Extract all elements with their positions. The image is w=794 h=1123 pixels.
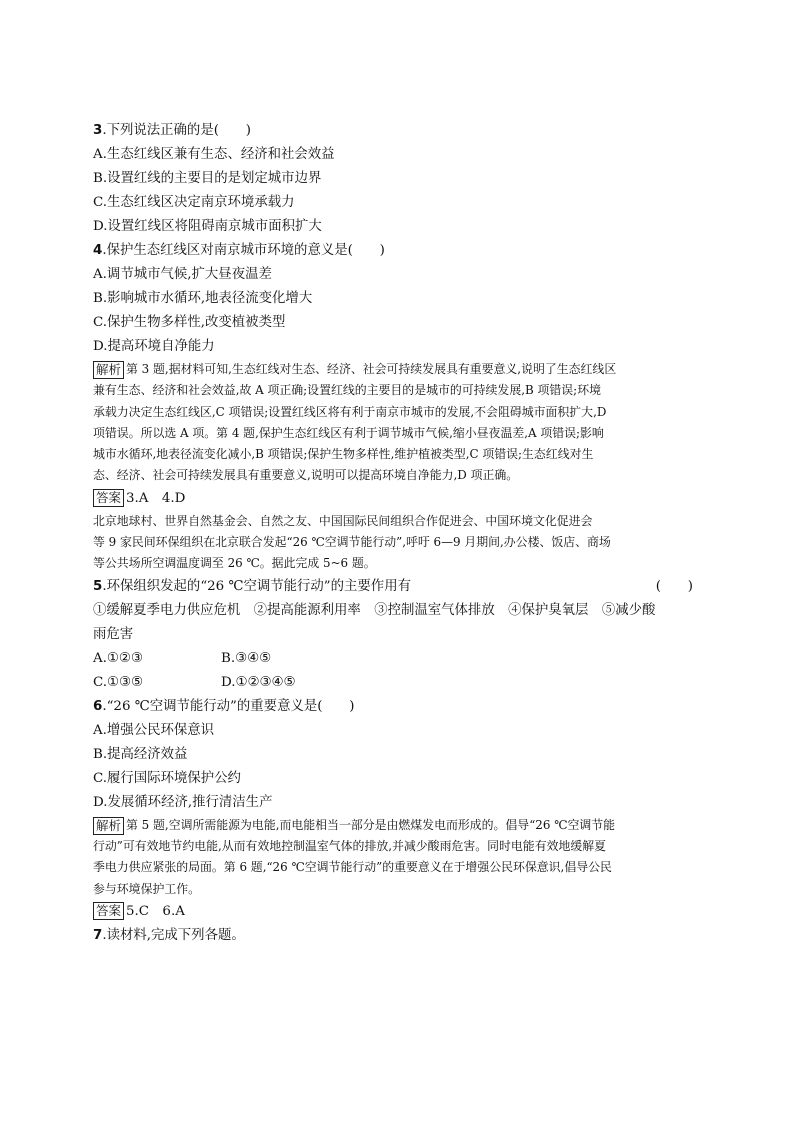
q3-option-b: B.设置红线的主要目的是划定城市边界 [93,171,322,186]
question-number: 3 [93,123,103,138]
analysis-line: 承载力决定生态红线区,C 项错误;设置红线区将有利于南京市城市的发展,不会阻碍城市面积扩大,D [93,404,607,419]
question-number: 7 [93,927,103,943]
analysis-line: 城市水循环,地表径流变化减小,B 项错误;保护生物多样性,维护植被类型,C 项错误;生态红线对生 [93,447,594,462]
material-line: 等公共场所空调温度调至 26 ℃。据此完成 5~6 题。 [93,556,376,571]
question-number: 4 [93,243,103,258]
question-number: 6 [93,698,103,714]
analysis-block-1 [93,359,699,487]
answer-paren: ( ) [655,578,693,594]
material-passage [93,511,699,575]
analysis-line: 季电力供应紧张的局面。第 6 题,“26 ℃空调节能行动”的重要意义在于增强公民环保意识,倡导公民 [93,860,612,875]
q5-option-c: C.①③⑤ [93,674,144,690]
q3-option-c: C.生态红线区决定南京环境承载力 [93,195,295,210]
analysis-line: 参与环境保护工作。 [93,881,201,896]
analysis-line: 兼有生态、经济和社会效益,故 A 项正确;设置红线的主要目的是城市的可持续发展,B 项错误;环境 [93,383,601,398]
question-4-stem: 4.保护生态红线区对南京城市环境的意义是( ) [93,243,385,258]
analysis-line: 行动”可有效地节约电能,从而有效地控制温室气体的排放,并减少酸雨危害。同时电能有效地缓解夏 [93,838,607,853]
q5-options-row-2 [93,671,699,695]
analysis-line: 项错误。所以选 A 项。第 4 题,保护生态红线区有利于调节城市气候,缩小昼夜温差,A 项错误;影响 [93,425,604,440]
question-6-stem: 6.“26 ℃空调节能行动”的重要意义是( ) [93,698,355,714]
q5-items: ①缓解夏季电力供应危机 ②提高能源利用率 ③控制温室气体排放 ④保护臭氧层 ⑤减少酸 [93,602,656,618]
answer-line-1: 答案 3.A 4.D [93,487,699,511]
material-line: 北京地球村、世界自然基金会、自然之友、中国国际民间组织合作促进会、中国环境文化促进会 [93,513,593,528]
q5-items-cont: 雨危害 [93,626,134,642]
question-3-stem: 3.下列说法正确的是( ) [93,123,251,138]
answer-line-2: 答案 5.C 6.A [93,900,699,924]
analysis-line: 解析 第 3 题,据材料可知,生态红线对生态、经济、社会可持续发展具有重要意义,说明了生态红线区 [93,359,699,380]
q4-option-d: D.提高环境自净能力 [93,339,215,354]
q3-option-a: A.生态红线区兼有生态、经济和社会效益 [93,147,335,162]
q6-option-b: B.提高经济效益 [93,746,188,762]
q6-option-d: D.发展循环经济,推行清洁生产 [93,794,273,810]
analysis-block-2 [93,815,699,900]
q5-options-row-1 [93,647,699,671]
q5-option-d: D.①②③④⑤ [221,674,296,690]
q5-option-a: A.①②③ [93,650,143,666]
answer-tag: 答案 [93,902,124,920]
q5-option-b: B.③④⑤ [221,650,272,666]
answer-tag: 答案 [93,489,124,507]
analysis-line: 解析 第 5 题,空调所需能源为电能,而电能相当一部分是由燃煤发电而形成的。倡导“26 ℃空调节能 [93,815,699,836]
q6-option-a: A.增强公民环保意识 [93,722,215,738]
q3-option-d: D.设置红线区将阻碍南京城市面积扩大 [93,219,322,234]
q4-option-c: C.保护生物多样性,改变植被类型 [93,315,286,330]
page-content [93,119,699,948]
question-5-stem: 5.环保组织发起的“26 ℃空调节能行动”的主要作用有 ( ) [93,575,699,599]
q4-option-b: B.影响城市水循环,地表径流变化增大 [93,291,313,306]
analysis-line: 态、经济、社会可持续发展具有重要意义,说明可以提高环境自净能力,D 项正确。 [93,468,519,483]
question-7-stem: 7.读材料,完成下列各题。 [93,927,245,943]
q4-option-a: A.调节城市气候,扩大昼夜温差 [93,267,272,282]
material-line: 等 9 家民间环保组织在北京联合发起“26 ℃空调节能行动”,呼吁 6—9 月期间,办公楼、饭店、商场 [93,535,611,550]
q6-option-c: C.履行国际环境保护公约 [93,770,241,786]
analysis-tag: 解析 [93,361,124,379]
analysis-tag: 解析 [93,817,124,835]
question-number: 5 [93,578,103,594]
